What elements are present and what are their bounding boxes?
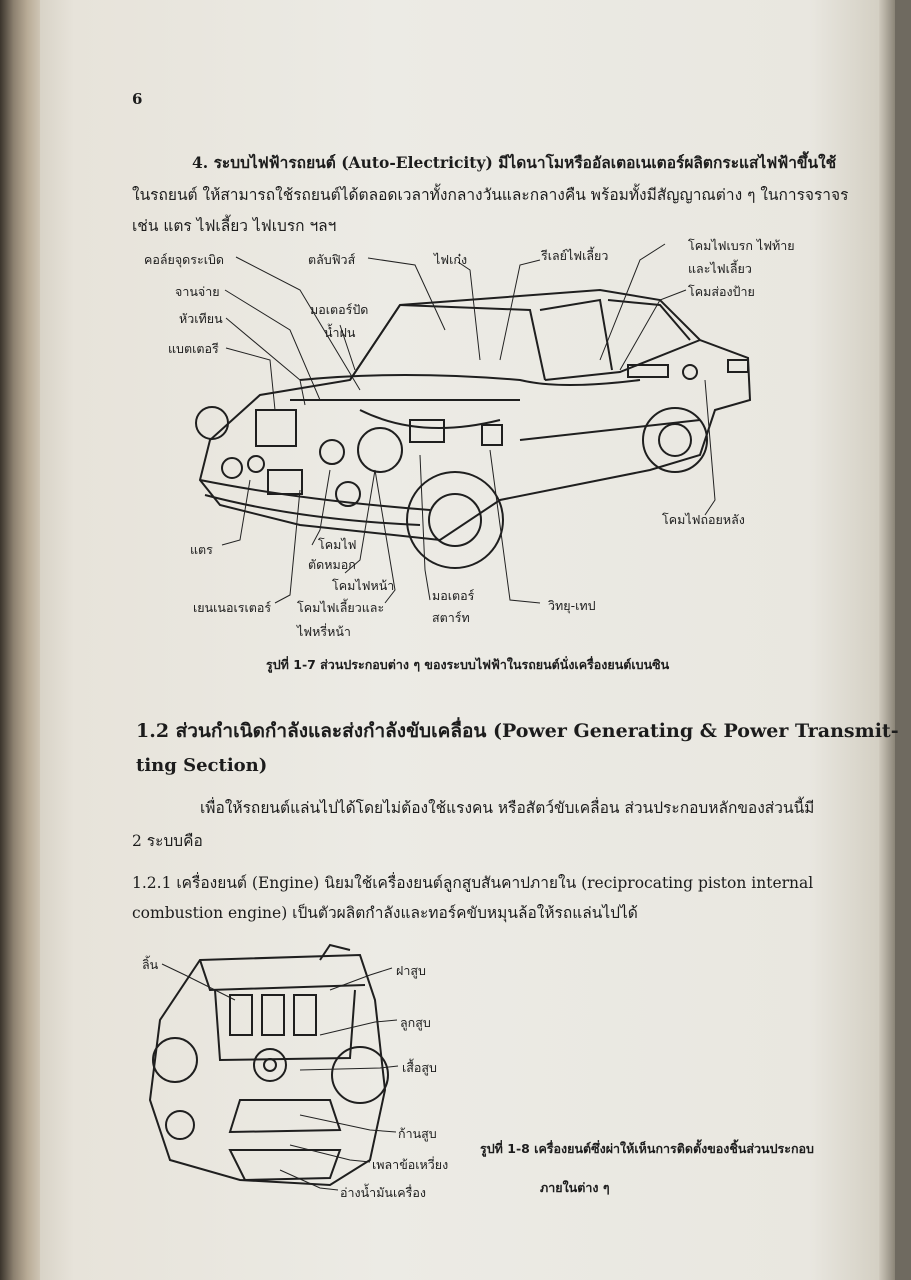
figure-1-8-caption-line1: รูปที่ 1-8 เครื่องยนต์ซึ่งผ่าให้เห็นการติดตั้งของชิ้นส่วนประกอบ [480, 1141, 814, 1156]
label-wiper-motor-2: น้ำฝน [324, 325, 356, 340]
label-horn: แตร [190, 542, 213, 557]
label-crankshaft: เพลาข้อเหวี่ยง [372, 1157, 449, 1172]
label-plate-lamp: โคมส่องป้าย [688, 284, 755, 299]
label-headlamp: โคมไฟหน้า [332, 578, 395, 593]
label-fuse-box: ตลับฟิวส์ [308, 252, 356, 267]
label-battery: แบตเตอรี [168, 341, 219, 356]
section-1-2-1-line2: combustion engine) เป็นตัวผลิตกำลังและทอร์คขับหมุนล้อให้รถแล่นไปได้ [132, 904, 638, 922]
label-cylinder-head: ฝาสูบ [396, 963, 426, 978]
label-radio: วิทยุ-เทป [548, 598, 596, 613]
electric-para-line2: ในรถยนต์ ให้สามารถใช้รถยนต์ได้ตลอดเวลาทั้งกลางวันและกลางคืน พร้อมทั้งมีสัญญาณต่าง ๆ ในการจราจร [132, 186, 849, 204]
label-distributor: จานจ่าย [175, 284, 220, 299]
page-number: 6 [132, 90, 143, 108]
section-1-2-1-line1: 1.2.1 เครื่องยนต์ (Engine) นิยมใช้เครื่องยนต์ลูกสูบสันคาปภายใน (reciprocating piston internal [132, 874, 814, 892]
label-connecting-rod: ก้านสูบ [398, 1126, 437, 1141]
electric-para-line3: เช่น แตร ไฟเลี้ยว ไฟเบรก ฯลฯ [132, 217, 337, 235]
section-1-2-heading-line1: 1.2 ส่วนกำเนิดกำลังและส่งกำลังขับเคลื่อน (Power Generating & Power Transmit- [136, 720, 899, 742]
label-ignition-coil: คอล์ยจุดระเบิด [144, 252, 225, 267]
electric-para-line1: 4. ระบบไฟฟ้ารถยนต์ (Auto-Electricity) มีไดนาโมหรืออัลเตอเนเตอร์ผลิตกระแสไฟฟ้าขึ้นใช้ [192, 153, 837, 172]
label-fog-lamp-2: ตัดหมอก [308, 557, 356, 572]
label-generator: เยนเนอเรเตอร์ [193, 600, 272, 615]
section-1-2-para-line1: เพื่อให้รถยนต์แล่นไปได้โดยไม่ต้องใช้แรงคน หรือสัตว์ขับเคลื่อน ส่วนประกอบหลักของส่วนนี้มี [200, 799, 815, 817]
section-1-2-heading-line2: ting Section) [136, 755, 268, 776]
label-wiper-motor-1: มอเตอร์ปัด [310, 302, 369, 317]
label-starter-1: มอเตอร์ [432, 588, 475, 603]
figure-1-7-caption: รูปที่ 1-7 ส่วนประกอบต่าง ๆ ของระบบไฟฟ้าในรถยนต์นั่งเครื่องยนต์เบนซิน [266, 657, 670, 672]
label-starter-2: สตาร์ท [432, 610, 470, 625]
label-dome-light: ไฟเก๋ง [434, 252, 468, 267]
section-1-2-para-line2: 2 ระบบคือ [132, 832, 203, 850]
label-spark-plug: หัวเทียน [179, 311, 223, 326]
label-cylinder-sleeve: เสื้อสูบ [402, 1060, 437, 1075]
label-valve: ลิ้น [142, 957, 159, 972]
label-brake-tail-lamp-2: และไฟเลี้ยว [688, 261, 752, 276]
label-brake-tail-lamp-1: โคมไฟเบรก ไฟท้าย [688, 238, 795, 253]
label-piston: ลูกสูบ [400, 1015, 431, 1030]
label-front-turn-2: ไฟหรี่หน้า [297, 624, 351, 639]
label-turn-relay: รีเลย์ไฟเลี้ยว [541, 248, 609, 263]
label-fog-lamp-1: โคมไฟ [318, 537, 357, 552]
figure-1-8-caption-line2: ภายในต่าง ๆ [540, 1180, 610, 1195]
label-reverse-lamp: โคมไฟถอยหลัง [662, 512, 745, 527]
label-oil-pan: อ่างน้ำมันเครื่อง [340, 1185, 426, 1200]
label-front-turn-1: โคมไฟเลี้ยวและ [297, 600, 385, 615]
